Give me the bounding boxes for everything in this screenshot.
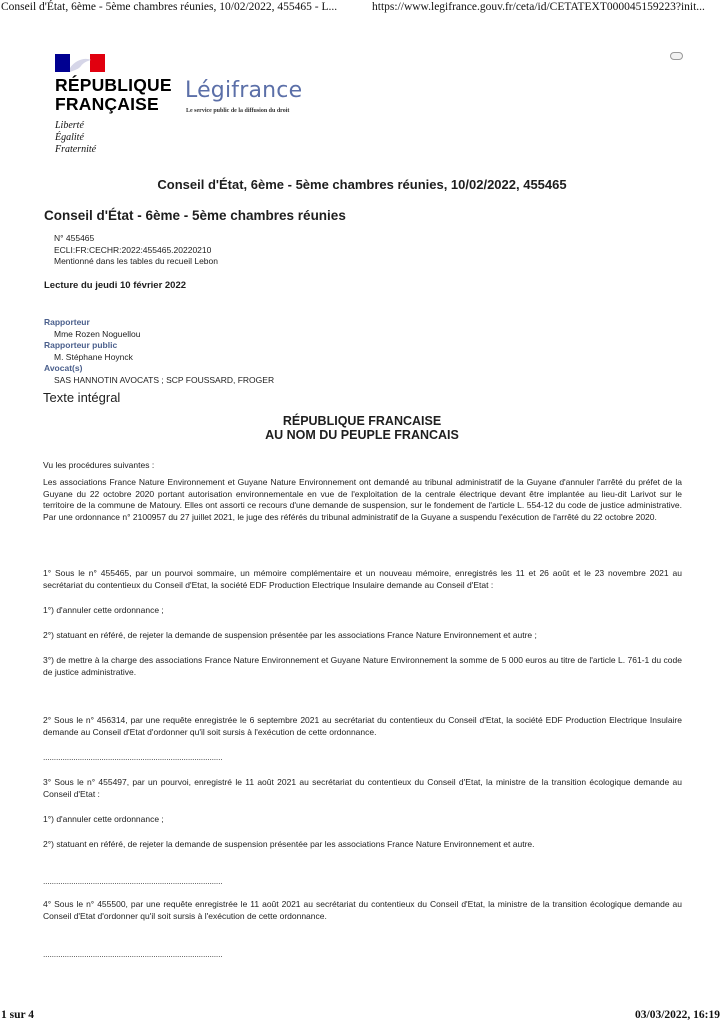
paragraph-pourvoi-455497: 3° Sous le n° 455497, par un pourvoi, enregistré le 11 août 2021 au secrétariat du contentieux du Conseil d'Etat, la ministre de la transition écologique demande au Conseil d'Etat : (43, 777, 682, 799)
wordmark-line-1: RÉPUBLIQUE (55, 75, 172, 95)
devise-fraternite: Fraternité (55, 144, 97, 155)
lebon-mention: Mentionné dans les tables du recueil Lebon (54, 256, 218, 266)
paragraph-conclusion-2: 2°) statuant en référé, de rejeter la demande de suspension présentée par les associations France Nature Environnement et autre ; (43, 630, 537, 640)
devise (55, 120, 135, 156)
peuple-line: AU NOM DU PEUPLE FRANCAIS (265, 428, 459, 442)
paragraph-requete-456314: 2° Sous le n° 456314, par une requête enregistrée le 6 septembre 2021 au secrétariat du contentieux du Conseil d'Etat, la société EDF Production Electrique Insulaire demande au Conseil d'Etat d'ordonner qu'il soit sursis à l'exécution de cette ordonnance. (43, 715, 682, 737)
marianne-emblem-icon (55, 54, 105, 72)
texte-integral-heading: Texte intégral (43, 390, 121, 405)
decision-number: N° 455465 (54, 233, 95, 243)
juridiction-title: Conseil d'État - 6ème - 5ème chambres réunies (44, 208, 346, 223)
scroll-indicator[interactable] (670, 52, 683, 60)
print-datetime: 03/03/2022, 16:19 (635, 1009, 720, 1021)
paragraph-conclusion-1: 1°) d'annuler cette ordonnance ; (43, 605, 164, 615)
page-title: Conseil d'État, 6ème - 5ème chambres réunies, 10/02/2022, 455465 (157, 177, 567, 192)
ecli-identifier: ECLI:FR:CECHR:2022:455465.20220210 (54, 244, 212, 255)
paragraph-conclusion-2b: 2°) statuant en référé, de rejeter la demande de suspension présentée par les associations France Nature Environnement et autre. (43, 839, 535, 849)
site-tagline: Le service public de la diffusion du droit (186, 108, 290, 114)
print-footer (0, 1008, 724, 1024)
print-header-title: Conseil d'État, 6ème - 5ème chambres réunies, 10/02/2022, 455465 - L... (1, 1, 338, 13)
page-counter: 1 sur 4 (1, 1009, 35, 1021)
paragraph-conclusion-3: 3°) de mettre à la charge des associations France Nature Environnement et Guyane Nature Environnement la somme de 5 000 euros au titre de l'article L. 761-1 du code de justice administrative. (43, 655, 682, 677)
republique-line: RÉPUBLIQUE FRANCAISE (282, 414, 442, 428)
print-header (0, 0, 724, 16)
site-name: Légifrance (185, 78, 303, 103)
paragraph-requete-455500: 4° Sous le n° 455500, par une requête enregistrée le 11 août 2021 au secrétariat du contentieux du Conseil d'Etat, la ministre de la transition écologique demande au Conseil d'Etat d'ordonner qu'il soit sursis à l'exécution de cette ordonnance. (43, 899, 682, 921)
decision-metadata (54, 233, 218, 268)
paragraph-pourvoi-455465: 1° Sous le n° 455465, par un pourvoi sommaire, un mémoire complémentaire et un nouveau mémoire, enregistrés les 11 et 26 août et le 23 novembre 2021 au secrétariat du contentieux du Conseil d'Etat, la société EDF Production Electrique Insulaire demande au Conseil d'Etat : (43, 568, 682, 590)
paragraph-procedures: Vu les procédures suivantes : (43, 460, 155, 470)
devise-egalite: Égalité (55, 132, 84, 143)
rapporteur-public-label: Rapporteur public (44, 340, 118, 350)
rapporteur-name: Mme Rozen Noguellou (54, 328, 141, 339)
lecture-date: Lecture du jeudi 10 février 2022 (44, 280, 187, 291)
rapporteur-public-name: M. Stéphane Hoynck (54, 351, 133, 362)
paragraph-facts: Les associations France Nature Environnement et Guyane Nature Environnement ont demandé au tribunal administratif de la Guyane d'annuler l'arrêté du préfet de la Guyane du 22 octobre 2020 portant autorisation environnementale en vue de l'exploitation de la centrale électrique devant être implantée au lieu-dit Larivot sur le territoire de la commune de Matoury. Elles ont assorti ce recours d'une demande de suspension, sur le fondement de l'article L. 554-12 du code de justice administrative. Par une ordonnance n° 2100957 du 27 juillet 2021, le juge des référés du tribunal administratif de la Guyane a suspendu l'exécution de l'arrêté du 22 octobre 2020. (43, 477, 682, 522)
republique-header (40, 414, 684, 442)
ellipsis-separator: ................................................................................... (43, 876, 223, 886)
print-header-url: https://www.legifrance.gouv.fr/ceta/id/CETATEXT000045159223?init... (372, 1, 705, 13)
ellipsis-separator: ................................................................................... (43, 752, 223, 762)
avocats-names: SAS HANNOTIN AVOCATS ; SCP FOUSSARD, FROGER (54, 374, 275, 385)
parties-block (44, 317, 274, 386)
paragraph-conclusion-1b: 1°) d'annuler cette ordonnance ; (43, 814, 164, 824)
republique-francaise-wordmark (55, 76, 185, 114)
rapporteur-label: Rapporteur (44, 317, 90, 327)
wordmark-line-2: FRANÇAISE (55, 94, 159, 114)
devise-liberte: Liberté (55, 120, 84, 131)
ellipsis-separator: ................................................................................... (43, 949, 223, 959)
avocats-label: Avocat(s) (44, 363, 83, 373)
